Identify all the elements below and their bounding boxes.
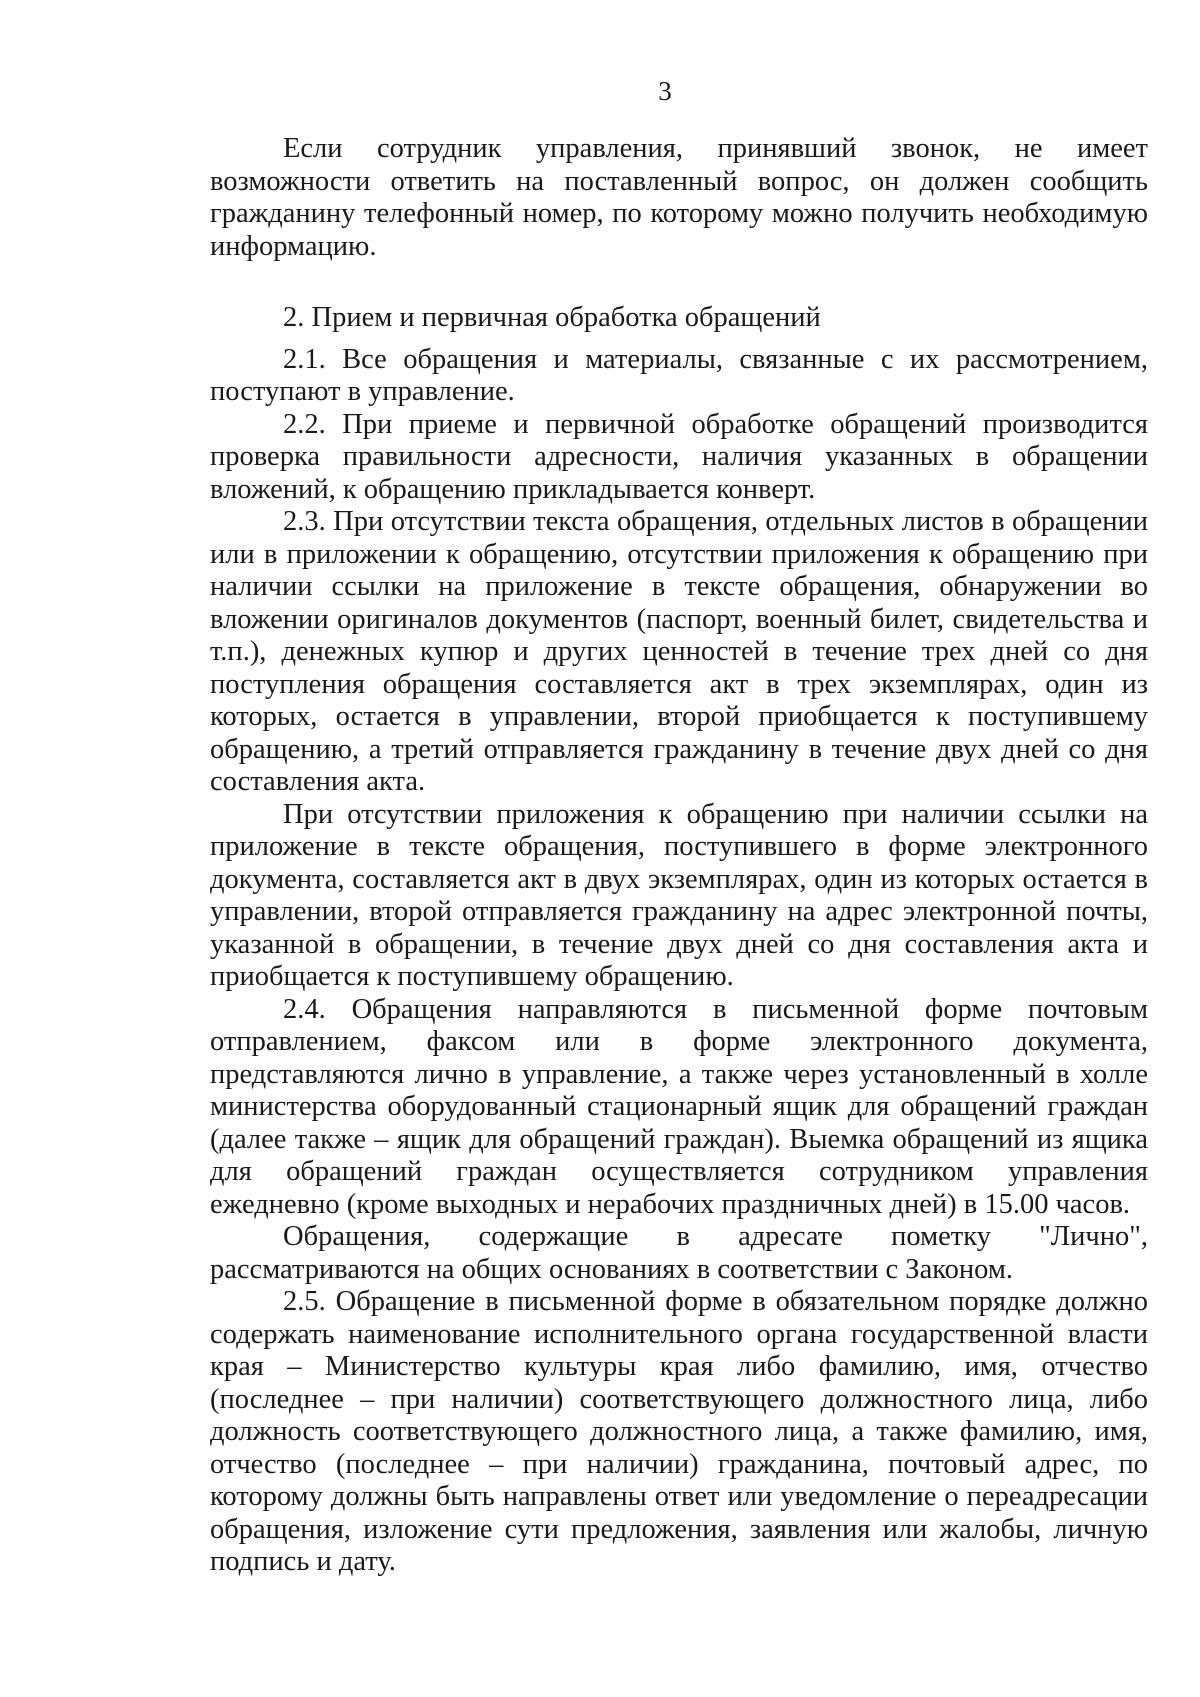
paragraph-2-4-personal: Обращения, содержащие в адресате пометку "Лично", рассматриваются на общих основаниях в соответствии с Законом. (210, 1221, 1148, 1285)
paragraph-2-3: 2.3. При отсутствии текста обращения, отдельных листов в обращении или в приложении к обращению, отсутствии приложения к обращению при наличии ссылки на приложение в тексте обращения, обнаружении во вложении оригиналов документов (паспорт, военный билет, свидетельства и т.п.), денежных купюр и других ценностей в течение трех дней со дня поступления обращения составляется акт в трех экземплярах, один из которых, остается в управлении, второй приобщается к поступившему обращению, а третий отправляется гражданину в течение двух дней со дня составления акта. (210, 506, 1148, 797)
document-body (210, 133, 1148, 1579)
intro-paragraph: Если сотрудник управления, принявший звонок, не имеет возможности ответить на поставленный вопрос, он должен сообщить гражданину телефонный номер, по которому можно получить необходимую информацию. (210, 133, 1148, 262)
paragraph-2-1: 2.1. Все обращения и материалы, связанные с их рассмотрением, поступают в управление. (210, 343, 1148, 407)
paragraph-2-2: 2.2. При приеме и первичной обработке обращений производится проверка правильности адресности, наличия указанных в обращении вложений, к обращению прикладывается конверт. (210, 408, 1148, 505)
paragraph-2-4: 2.4. Обращения направляются в письменной форме почтовым отправлением, факсом или в форме электронного документа, представляются лично в управление, а также через установленный в холле министерства оборудованный стационарный ящик для обращений граждан (далее также – ящик для обращений граждан). Выемка обращений из ящика для обращений граждан осуществляется сотрудником управления ежедневно (кроме выходных и нерабочих праздничных дней) в 15.00 часов. (210, 993, 1148, 1220)
page-number: 3 (658, 76, 672, 106)
section-heading: 2. Прием и первичная обработка обращений (283, 302, 821, 333)
paragraph-2-5: 2.5. Обращение в письменной форме в обязательном порядке должно содержать наименование исполнительного органа государственной власти края – Министерство культуры края либо фамилию, имя, отчество (последнее – при наличии) соответствующего должностного лица, либо должность соответствующего должностного лица, а также фамилию, имя, отчество (последнее – при наличии) гражданина, почтовый адрес, по которому должны быть направлены ответ или уведомление о переадресации обращения, изложение сути предложения, заявления или жалобы, личную подпись и дату. (210, 1286, 1148, 1577)
paragraph-2-3-electronic: При отсутствии приложения к обращению при наличии ссылки на приложение в тексте обращения, поступившего в форме электронного документа, составляется акт в двух экземплярах, один из которых остается в управлении, второй отправляется гражданину на адрес электронной почты, указанной в обращении, в течение двух дней со дня составления акта и приобщается к поступившему обращению. (210, 798, 1148, 992)
